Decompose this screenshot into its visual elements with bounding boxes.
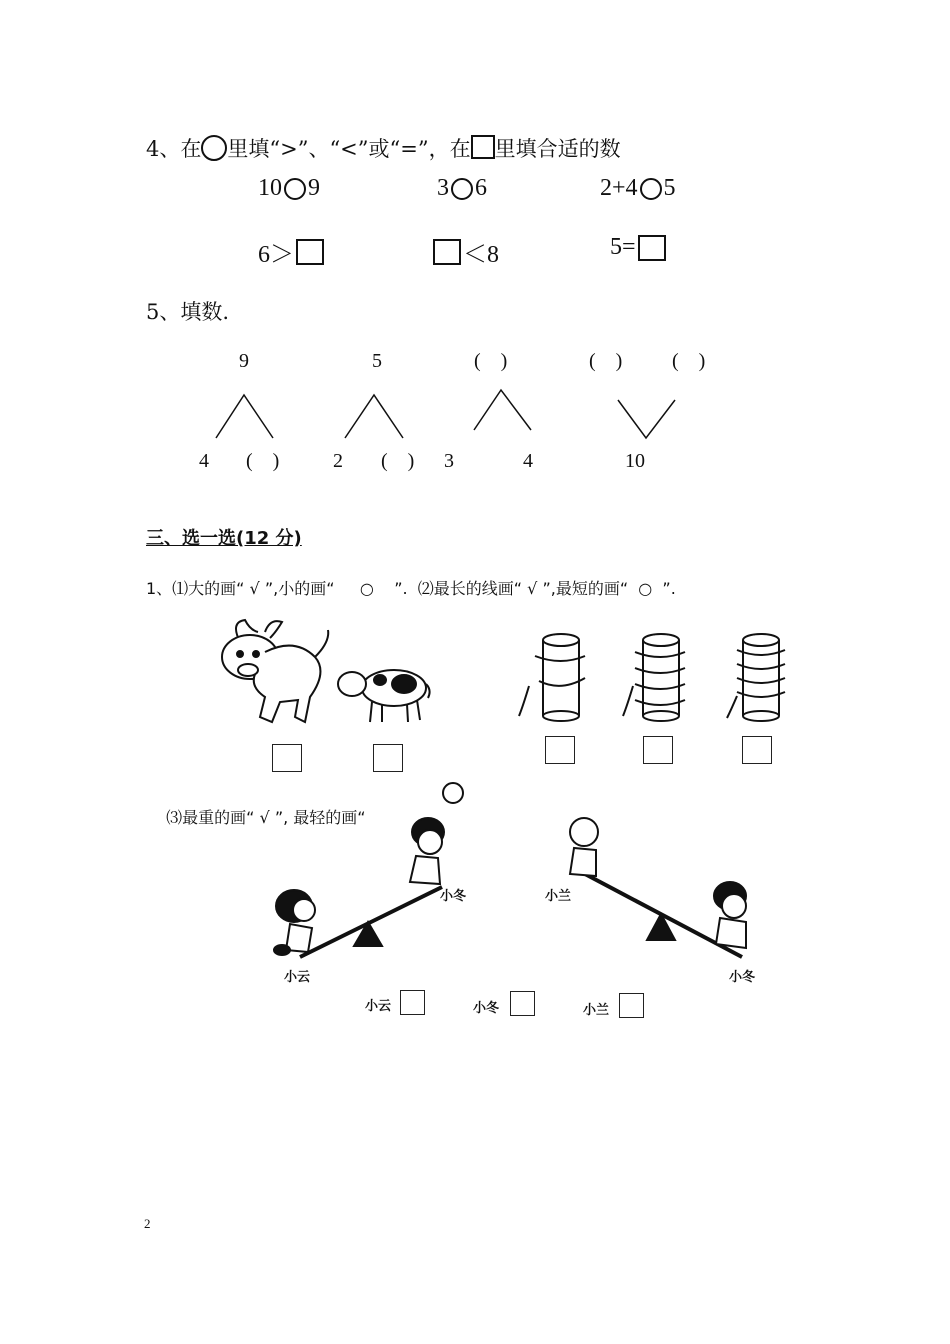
circle-symbol-icon [442,782,464,804]
small-cow-icon [332,660,432,726]
answer-label: 小云 [365,999,392,1014]
bond-lines-1 [216,395,273,438]
child-xiaolan-figure [570,818,598,876]
q5-heading: 5、填数. [146,300,230,324]
answer-box-big-cow[interactable] [272,744,302,772]
cylinder-2 [623,634,685,721]
bond-blank[interactable]: ( ) [589,350,623,372]
compare-circle-1[interactable] [284,178,306,200]
q4-heading [146,135,621,161]
bond-left: 2 [333,450,343,472]
answer-box-cylinder-2[interactable] [643,736,673,764]
answer-box-xiaolan[interactable] [619,993,644,1018]
answer-box-xiaoyun[interactable] [400,990,425,1015]
seesaw-illustrations [250,812,770,992]
seesaw-label: 小冬 [729,970,756,985]
q4-text-1: 4、在 [146,137,202,161]
seesaw-label: 小冬 [440,889,467,904]
circle-symbol-icon [201,135,227,161]
bond-lines-4 [618,400,675,438]
answer-label: 小冬 [473,1001,500,1016]
compare-circle-3[interactable] [640,178,662,200]
bond-blank[interactable]: ( ) [246,450,280,472]
page-number: 2 [144,1216,151,1231]
cylinder-1 [519,634,585,721]
expr-right: 9 [308,175,320,201]
fill-expression [258,234,324,269]
bond-bottom: 10 [625,450,645,472]
child-xiaoyun-figure [274,890,315,955]
q4-text-2: 里填“>”、“<”或“=”，在 [227,137,471,161]
expr-left: 10 [258,175,282,201]
seesaw-label: 小云 [284,970,311,985]
fill-expression [433,234,499,269]
expr-left: 6＞ [258,242,294,268]
bond-blank[interactable]: ( ) [474,350,508,372]
answer-box-cylinder-1[interactable] [545,736,575,764]
bond-blank[interactable]: ( ) [672,350,706,372]
cylinder-3 [727,634,785,721]
section-title: 三、选一选(12 分) [146,528,302,549]
expr-right: ＜8 [463,242,499,268]
child-xiaodong-figure-1 [410,818,444,884]
child-xiaodong-figure-2 [714,882,746,948]
expr-left: 2+4 [600,175,638,201]
bond-blank[interactable]: ( ) [381,450,415,472]
bond-right: 4 [523,450,533,472]
seesaw-label: 小兰 [545,889,572,904]
expr-right: 5 [663,175,676,201]
fill-box-2[interactable] [433,239,461,265]
cylinders-with-strings [515,626,795,726]
compare-expression [437,175,487,202]
answer-box-small-cow[interactable] [373,744,403,772]
compare-expression [258,175,320,202]
expr-left: 3 [437,175,449,201]
bond-left: 3 [444,450,454,472]
fill-box-1[interactable] [296,239,324,265]
fill-box-3[interactable] [638,235,666,261]
bond-left: 4 [199,450,209,472]
fill-expression [610,234,666,261]
q4-text-3: 里填合适的数 [494,137,621,161]
q3-text: ⑶最重的画“ √ ”, 最轻的画“ [166,808,366,827]
bond-lines-2 [345,395,403,438]
compare-expression [600,175,676,202]
expr-left: 5= [610,234,636,260]
bond-top: 5 [372,350,382,372]
big-cow-icon [210,612,340,732]
compare-circle-2[interactable] [451,178,473,200]
answer-box-cylinder-3[interactable] [742,736,772,764]
answer-box-xiaodong[interactable] [510,991,535,1016]
square-symbol-icon [471,135,495,159]
bond-top: 9 [239,350,249,372]
expr-right: 6 [475,175,487,201]
answer-label: 小兰 [583,1003,610,1018]
question-1-line: 1、⑴大的画“ √ ”,小的画“ ○ ”. ⑵最长的线画“ √ ”,最短的画“ ○ ”. [146,579,676,598]
bond-lines-3 [474,390,531,430]
